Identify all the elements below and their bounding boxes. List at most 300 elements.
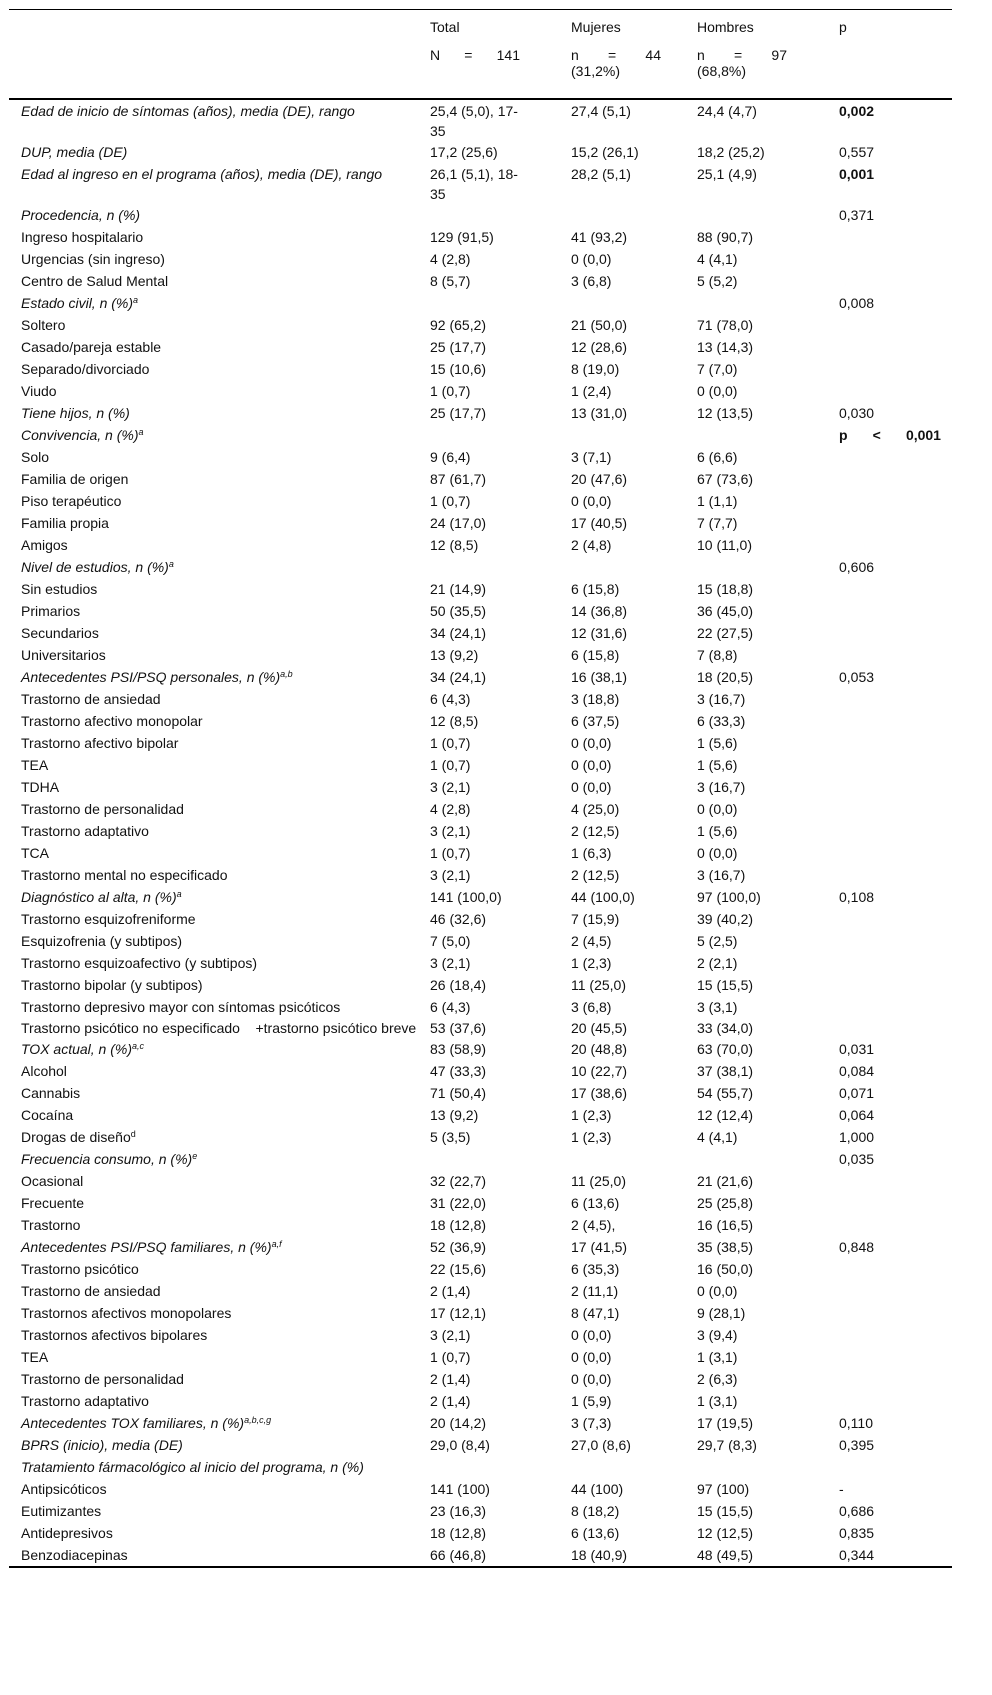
footnote-marker: a,b,c,g — [244, 1415, 272, 1425]
cell-hombres — [693, 1456, 829, 1478]
cell-mujeres: 6 (13,6) — [571, 1525, 620, 1541]
row-label-text: Trastorno mental no especificado — [21, 867, 228, 883]
cell-hombres: 15 (15,5) — [697, 1503, 754, 1519]
cell-total: 17,2 (25,6) — [430, 144, 498, 160]
cell-mujeres — [559, 204, 693, 226]
row-label-text: Benzodiacepinas — [21, 1547, 128, 1563]
cell-mujeres: 3 (6,8) — [571, 999, 612, 1015]
cell-hombres: 97 (100,0) — [697, 889, 761, 905]
row-label — [9, 1082, 426, 1104]
header-hombres: Hombres — [693, 10, 829, 48]
header-total: Total — [426, 10, 559, 48]
row-label — [9, 1148, 426, 1170]
cell-total: 25,4 (5,0), 17-35 — [430, 103, 518, 139]
row-label-text: Trastorno esquizoafectivo (y subtipos) — [21, 955, 258, 971]
cell-mujeres: 12 (28,6) — [571, 339, 628, 355]
cell-mujeres: 6 (13,6) — [571, 1195, 620, 1211]
row-label-text: Piso terapéutico — [21, 493, 122, 509]
cell-mujeres: 2 (4,5) — [571, 933, 612, 949]
cell-p-value — [829, 1346, 952, 1368]
cell-hombres: 7 (8,8) — [697, 647, 738, 663]
header-n-total — [426, 47, 559, 99]
cell-hombres: 4 (4,1) — [697, 1129, 738, 1145]
cell-total: 1 (0,7) — [430, 383, 471, 399]
cell-hombres: 4 (4,1) — [697, 251, 738, 267]
row-label-text: Trastorno esquizofreniforme — [21, 911, 196, 927]
cell-hombres: 1 (5,6) — [697, 735, 738, 751]
cell-mujeres: 14 (36,8) — [571, 603, 628, 619]
row-label-text: Urgencias (sin ingreso) — [21, 251, 165, 267]
row-label-text: Trastorno de personalidad — [21, 801, 184, 817]
cell-total: 12 (8,5) — [430, 537, 479, 553]
row-label-text: Trastornos afectivos bipolares — [21, 1327, 208, 1343]
row-label — [9, 1434, 426, 1456]
table-row — [9, 666, 952, 688]
cell-mujeres: 13 (31,0) — [571, 405, 628, 421]
row-label-text: Antecedentes PSI/PSQ familiares, n (%) — [21, 1239, 272, 1255]
cell-total: 3 (2,1) — [430, 955, 471, 971]
table-row — [9, 908, 952, 930]
cell-p-value — [829, 248, 952, 270]
cell-p-value — [829, 1280, 952, 1302]
cell-total: 52 (36,9) — [430, 1239, 487, 1255]
table-row — [9, 99, 952, 141]
row-label — [9, 512, 426, 534]
table-row — [9, 1017, 952, 1038]
row-label-text: Frecuente — [21, 1195, 85, 1211]
row-label — [9, 248, 426, 270]
cell-hombres: 17 (19,5) — [697, 1415, 754, 1431]
cell-total: 2 (1,4) — [430, 1371, 471, 1387]
row-label-text: Universitarios — [21, 647, 106, 663]
table-row — [9, 820, 952, 842]
row-label — [9, 776, 426, 798]
row-label-text: Trastorno bipolar (y subtipos) — [21, 977, 203, 993]
cell-p-value: 0,686 — [839, 1503, 875, 1519]
cell-mujeres: 20 (47,6) — [571, 471, 628, 487]
table-row — [9, 226, 952, 248]
cell-total: 7 (5,0) — [430, 933, 471, 949]
row-label-text: Edad de inicio de síntomas (años), media (DE), rango — [21, 103, 355, 119]
demographics-table — [9, 9, 952, 1568]
cell-hombres: 97 (100) — [697, 1481, 750, 1497]
cell-hombres: 3 (16,7) — [697, 867, 746, 883]
row-label-text: TOX actual, n (%) — [21, 1041, 133, 1057]
table-row — [9, 1060, 952, 1082]
cell-mujeres: 1 (2,3) — [571, 1107, 612, 1123]
n-symbol: n — [571, 47, 579, 63]
cell-p-value: 0,108 — [839, 889, 875, 905]
cell-p-value: 0,064 — [839, 1107, 875, 1123]
cell-total: 34 (24,1) — [430, 669, 487, 685]
table-row — [9, 600, 952, 622]
cell-p-value — [829, 930, 952, 952]
row-label — [9, 380, 426, 402]
table-row — [9, 842, 952, 864]
row-label — [9, 292, 426, 314]
cell-p-value — [829, 754, 952, 776]
cell-total: 71 (50,4) — [430, 1085, 487, 1101]
row-label-text: Ingreso hospitalario — [21, 229, 144, 245]
p-value-part: 0,001 — [905, 427, 941, 443]
table-row — [9, 292, 952, 314]
cell-p-value — [829, 1017, 952, 1038]
row-label-text: Antipsicóticos — [21, 1481, 107, 1497]
cell-hombres: 25,1 (4,9) — [697, 166, 757, 182]
cell-p-value — [829, 1324, 952, 1346]
row-label — [9, 1280, 426, 1302]
row-label — [9, 1060, 426, 1082]
cell-mujeres: 0 (0,0) — [571, 1327, 612, 1343]
cell-hombres: 3 (9,4) — [697, 1327, 738, 1343]
cell-p-value — [829, 1368, 952, 1390]
row-label — [9, 974, 426, 996]
row-label-text: Frecuencia consumo, n (%) — [21, 1151, 193, 1167]
cell-p-value — [829, 336, 952, 358]
cell-p-value — [829, 468, 952, 490]
row-label — [9, 424, 426, 446]
cell-p-value — [829, 1170, 952, 1192]
cell-hombres: 7 (7,0) — [697, 361, 738, 377]
cell-hombres: 16 (50,0) — [697, 1261, 754, 1277]
cell-hombres: 0 (0,0) — [697, 1283, 738, 1299]
row-label-text: Trastorno psicótico — [21, 1261, 139, 1277]
cell-total: 21 (14,9) — [430, 581, 487, 597]
cell-p-value — [829, 226, 952, 248]
cell-hombres: 1 (1,1) — [697, 493, 738, 509]
row-label-text: TEA — [21, 1349, 49, 1365]
row-label — [9, 1456, 426, 1478]
table-row — [9, 1082, 952, 1104]
row-label-text: Convivencia, n (%) — [21, 427, 139, 443]
cell-hombres: 63 (70,0) — [697, 1041, 754, 1057]
table-row — [9, 1214, 952, 1236]
cell-p-value — [829, 578, 952, 600]
cell-p-value — [829, 820, 952, 842]
cell-p-value — [829, 380, 952, 402]
cell-total: 1 (0,7) — [430, 1349, 471, 1365]
row-label — [9, 1192, 426, 1214]
row-label — [9, 666, 426, 688]
table-row — [9, 468, 952, 490]
cell-mujeres: 20 (45,5) — [571, 1020, 628, 1036]
row-label-text: Familia propia — [21, 515, 109, 531]
cell-mujeres: 0 (0,0) — [571, 779, 612, 795]
table-row — [9, 952, 952, 974]
cell-p-value — [829, 688, 952, 710]
header-n-mujeres — [559, 47, 693, 99]
row-label — [9, 842, 426, 864]
cell-hombres — [693, 204, 829, 226]
cell-hombres: 10 (11,0) — [697, 537, 752, 553]
cell-hombres: 3 (16,7) — [697, 779, 746, 795]
row-label — [9, 1017, 426, 1038]
cell-mujeres: 8 (18,2) — [571, 1503, 620, 1519]
n-value: 44 — [645, 47, 661, 63]
cell-hombres: 6 (33,3) — [697, 713, 746, 729]
table-row — [9, 314, 952, 336]
row-label — [9, 908, 426, 930]
cell-total: 23 (16,3) — [430, 1503, 487, 1519]
row-label — [9, 270, 426, 292]
cell-hombres: 71 (78,0) — [697, 317, 754, 333]
table-row — [9, 1544, 952, 1567]
row-label-text: Esquizofrenia (y subtipos) — [21, 933, 183, 949]
row-label — [9, 226, 426, 248]
cell-total: 34 (24,1) — [430, 625, 487, 641]
row-label-text: Trastorno afectivo monopolar — [21, 713, 203, 729]
table-row — [9, 336, 952, 358]
row-label — [9, 1258, 426, 1280]
n-percent: (31,2%) — [571, 63, 621, 79]
cell-mujeres — [559, 424, 693, 446]
cell-total: 3 (2,1) — [430, 867, 471, 883]
cell-p-value — [829, 1390, 952, 1412]
row-label-text: Tiene hijos, n (%) — [21, 405, 130, 421]
cell-p-value: 0,110 — [839, 1415, 873, 1431]
row-label-text: DUP, media (DE) — [21, 144, 128, 160]
cell-hombres: 12 (12,5) — [697, 1525, 754, 1541]
cell-mujeres: 6 (35,3) — [571, 1261, 620, 1277]
table-body — [9, 99, 952, 1567]
table-row — [9, 1258, 952, 1280]
n-equals: = — [464, 47, 473, 63]
cell-hombres: 9 (28,1) — [697, 1305, 746, 1321]
cell-p-value — [829, 798, 952, 820]
row-label — [9, 688, 426, 710]
row-label — [9, 402, 426, 424]
table-row — [9, 864, 952, 886]
cell-mujeres — [559, 556, 693, 578]
cell-total: 66 (46,8) — [426, 1544, 559, 1567]
header-n-hombres — [693, 47, 829, 99]
footnote-marker: a,b — [280, 669, 293, 679]
row-label-text: Centro de Salud Mental — [21, 273, 169, 289]
cell-mujeres: 1 (2,4) — [571, 383, 612, 399]
cell-p-value: 0,084 — [839, 1063, 875, 1079]
cell-total — [426, 1148, 559, 1170]
table-row — [9, 1390, 952, 1412]
cell-p-value: 0,008 — [839, 295, 875, 311]
cell-p-value — [829, 99, 952, 141]
row-label — [9, 1170, 426, 1192]
cell-mujeres: 11 (25,0) — [571, 977, 626, 993]
cell-hombres: 33 (34,0) — [697, 1020, 754, 1036]
row-label-text: Secundarios — [21, 625, 99, 641]
table-row — [9, 1038, 952, 1060]
cell-total: 1 (0,7) — [430, 757, 471, 773]
cell-mujeres: 8 (19,0) — [571, 361, 620, 377]
cell-hombres — [693, 1148, 829, 1170]
cell-hombres: 48 (49,5) — [693, 1544, 829, 1567]
cell-mujeres: 4 (25,0) — [571, 801, 620, 817]
footnote-marker: a — [138, 427, 144, 437]
row-label-text: Diagnóstico al alta, n (%) — [21, 889, 177, 905]
cell-total: 5 (3,5) — [430, 1129, 471, 1145]
footnote-marker: a — [168, 559, 174, 569]
row-label-text: Trastorno adaptativo — [21, 823, 149, 839]
cell-p-value — [829, 974, 952, 996]
cell-hombres: 2 (6,3) — [697, 1371, 738, 1387]
cell-p-value — [829, 996, 952, 1017]
cell-total: 3 (2,1) — [430, 779, 471, 795]
cell-total: 9 (6,4) — [430, 449, 471, 465]
cell-mujeres: 20 (48,8) — [571, 1041, 628, 1057]
cell-total: 13 (9,2) — [430, 1107, 479, 1123]
row-label-text: Soltero — [21, 317, 66, 333]
cell-total: 141 (100) — [430, 1481, 490, 1497]
row-label — [9, 622, 426, 644]
cell-p-value: 0,030 — [839, 405, 875, 421]
cell-hombres — [693, 556, 829, 578]
cell-p-value — [829, 534, 952, 556]
row-label-text: Cocaína — [21, 1107, 74, 1123]
cell-mujeres: 1 (6,3) — [571, 845, 612, 861]
cell-total: 50 (35,5) — [430, 603, 487, 619]
table-row — [9, 1126, 952, 1148]
cell-p-value — [829, 314, 952, 336]
row-label — [9, 1302, 426, 1324]
table-row — [9, 1280, 952, 1302]
cell-mujeres: 2 (12,5) — [571, 823, 620, 839]
row-label — [9, 446, 426, 468]
table-row — [9, 622, 952, 644]
row-label — [9, 930, 426, 952]
table-row — [9, 512, 952, 534]
cell-hombres: 12 (12,4) — [697, 1107, 754, 1123]
cell-mujeres: 6 (15,8) — [571, 647, 620, 663]
cell-mujeres: 17 (41,5) — [571, 1239, 628, 1255]
cell-hombres: 54 (55,7) — [697, 1085, 754, 1101]
cell-hombres: 1 (5,6) — [697, 823, 738, 839]
row-label — [9, 556, 426, 578]
row-label — [9, 163, 426, 204]
cell-total: 141 (100,0) — [430, 889, 502, 905]
footnote-marker: a — [133, 295, 139, 305]
table-header — [9, 10, 952, 100]
cell-hombres: 18 (20,5) — [697, 669, 754, 685]
cell-p-value — [829, 1192, 952, 1214]
cell-p-value: 0,071 — [839, 1085, 875, 1101]
row-label-text: Procedencia, n (%) — [21, 207, 141, 223]
cell-p-value — [829, 908, 952, 930]
footnote-marker: a,c — [132, 1041, 145, 1051]
row-label-text: Nivel de estudios, n (%) — [21, 559, 169, 575]
cell-total: 22 (15,6) — [430, 1261, 487, 1277]
cell-mujeres — [559, 1456, 693, 1478]
cell-total: 46 (32,6) — [430, 911, 487, 927]
row-label — [9, 1324, 426, 1346]
cell-p-value — [829, 1214, 952, 1236]
footnote-marker: e — [192, 1151, 198, 1161]
cell-hombres: 1 (5,6) — [697, 757, 738, 773]
cell-p-value — [829, 842, 952, 864]
row-label-text: Solo — [21, 449, 50, 465]
row-label — [9, 1104, 426, 1126]
cell-mujeres: 44 (100,0) — [571, 889, 635, 905]
row-label-text: Separado/divorciado — [21, 361, 150, 377]
footnote-marker: a,f — [271, 1239, 282, 1249]
row-label-text: Ocasional — [21, 1173, 84, 1189]
cell-total: 26,1 (5,1), 18-35 — [430, 166, 518, 202]
cell-mujeres: 21 (50,0) — [571, 317, 628, 333]
cell-total: 18 (12,8) — [430, 1217, 487, 1233]
n-value: 97 — [771, 47, 787, 63]
cell-mujeres: 2 (4,8) — [571, 537, 612, 553]
table-row — [9, 732, 952, 754]
cell-total: 25 (17,7) — [430, 339, 487, 355]
table-row — [9, 141, 952, 163]
row-label — [9, 644, 426, 666]
row-label — [9, 1412, 426, 1434]
row-label-text: Trastorno — [21, 1217, 81, 1233]
row-label — [9, 886, 426, 908]
cell-mujeres: 3 (6,8) — [571, 273, 612, 289]
cell-mujeres: 27,0 (8,6) — [571, 1437, 631, 1453]
footnote-marker: d — [130, 1129, 136, 1139]
table-row — [9, 163, 952, 204]
table-row — [9, 688, 952, 710]
row-label-text: Casado/pareja estable — [21, 339, 162, 355]
header-p: p — [829, 10, 952, 48]
cell-p-value — [829, 732, 952, 754]
cell-mujeres: 10 (22,7) — [571, 1063, 628, 1079]
table-row — [9, 578, 952, 600]
cell-p-value — [829, 446, 952, 468]
table-row — [9, 710, 952, 732]
cell-mujeres: 6 (15,8) — [571, 581, 620, 597]
cell-p-value: 1,000 — [839, 1129, 875, 1145]
table-row — [9, 1104, 952, 1126]
cell-total: 2 (1,4) — [430, 1283, 471, 1299]
cell-total — [426, 292, 559, 314]
cell-mujeres: 6 (37,5) — [571, 713, 620, 729]
cell-total: 6 (4,3) — [430, 691, 471, 707]
cell-p-value — [829, 424, 952, 446]
row-label — [9, 600, 426, 622]
footnote-marker: a — [176, 889, 182, 899]
cell-p-value — [829, 952, 952, 974]
cell-p-value: 0,606 — [839, 559, 875, 575]
cell-total: 53 (37,6) — [430, 1020, 487, 1036]
row-label-text: Trastorno adaptativo — [21, 1393, 149, 1409]
row-label-text: Trastorno de ansiedad — [21, 1283, 161, 1299]
table-row — [9, 930, 952, 952]
cell-hombres: 5 (5,2) — [697, 273, 738, 289]
cell-hombres: 24,4 (4,7) — [697, 103, 757, 119]
cell-hombres: 39 (40,2) — [697, 911, 754, 927]
cell-hombres: 15 (18,8) — [697, 581, 754, 597]
cell-hombres: 35 (38,5) — [697, 1239, 754, 1255]
p-value-part: < — [872, 427, 881, 443]
cell-hombres: 0 (0,0) — [697, 801, 738, 817]
table-row — [9, 380, 952, 402]
cell-hombres: 21 (21,6) — [697, 1173, 754, 1189]
row-label-text: TCA — [21, 845, 49, 861]
cell-hombres: 13 (14,3) — [697, 339, 754, 355]
cell-total: 31 (22,0) — [430, 1195, 487, 1211]
row-label-text: Primarios — [21, 603, 81, 619]
row-label-text: Cannabis — [21, 1085, 81, 1101]
cell-p-value — [829, 600, 952, 622]
row-label-text: Trastorno psicótico no especificado +trastorno psicótico breve — [21, 1020, 417, 1036]
cell-p-value — [829, 1302, 952, 1324]
cell-p-value — [829, 864, 952, 886]
cell-mujeres: 1 (2,3) — [571, 955, 612, 971]
table-row — [9, 248, 952, 270]
cell-hombres: 15 (15,5) — [697, 977, 754, 993]
cell-mujeres: 44 (100) — [571, 1481, 624, 1497]
